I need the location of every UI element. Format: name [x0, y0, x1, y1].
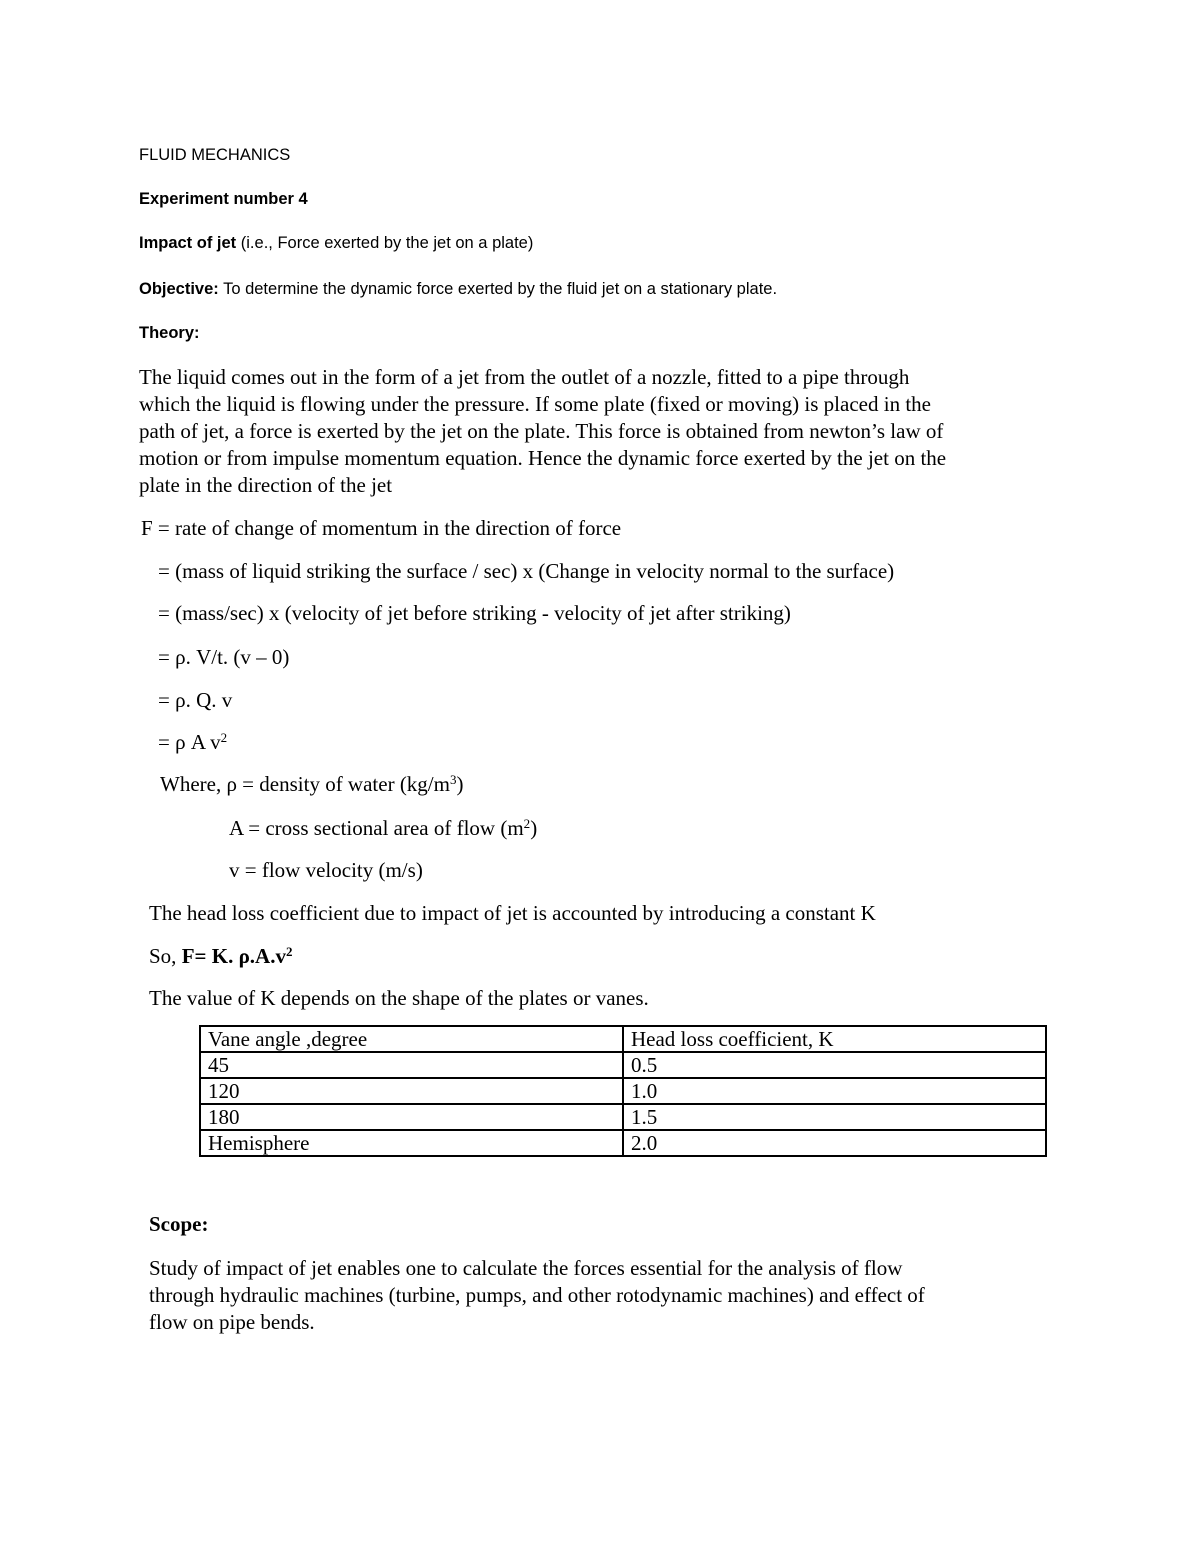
impact-label: Impact of jet	[139, 234, 237, 252]
objective-text: To determine the dynamic force exerted by the fluid jet on a stationary plate.	[218, 280, 778, 298]
table-header-row	[200, 1026, 1046, 1052]
objective	[139, 281, 777, 298]
equation-base: = ρ A v	[158, 730, 221, 754]
objective-label: Objective:	[139, 280, 219, 298]
impact-subtitle: (i.e., Force exerted by the jet on a plate)	[236, 234, 534, 252]
definition-text: A = cross sectional area of flow (m	[229, 816, 524, 840]
definition-close: )	[456, 772, 464, 796]
superscript: 2	[220, 729, 228, 745]
definition-text: Where, ρ = density of water (kg/m	[160, 772, 450, 796]
table-cell: 1.5	[623, 1104, 1046, 1130]
formula-main: F= K. ρ.A.v	[181, 944, 286, 968]
table-cell: 45	[200, 1052, 623, 1078]
theory-line: motion or from impulse momentum equation. Hence the dynamic force exerted by the jet on the	[139, 446, 947, 470]
equation-line: = ρ. Q. v	[158, 688, 233, 712]
theory-line: path of jet, a force is exerted by the jet on the plate. This force is obtained from newton’s law of	[139, 419, 944, 443]
scope-heading-text: Scope:	[149, 1212, 209, 1236]
definition-close: )	[530, 816, 538, 840]
definition-density	[160, 771, 464, 796]
scope-line: through hydraulic machines (turbine, pumps, and other rotodynamic machines) and effect of	[149, 1283, 925, 1307]
scope-heading	[149, 1214, 209, 1235]
formula-bold	[182, 944, 293, 968]
table-cell: 120	[200, 1078, 623, 1104]
theory-line: plate in the direction of the jet	[139, 473, 393, 497]
equation-line	[158, 729, 228, 754]
table-cell: 0.5	[623, 1052, 1046, 1078]
scope-line: flow on pipe bends.	[149, 1310, 315, 1334]
superscript: 2	[523, 815, 531, 831]
formula-prefix: So,	[149, 944, 182, 968]
head-loss-table	[199, 1025, 1047, 1157]
experiment-title	[139, 235, 533, 252]
table-row	[200, 1104, 1046, 1130]
experiment-number	[139, 191, 308, 208]
equation-line: = ρ. V/t. (v – 0)	[158, 645, 290, 669]
theory-line: which the liquid is flowing under the pressure. If some plate (fixed or moving) is placed in the	[139, 392, 931, 416]
table-cell: Hemisphere	[200, 1130, 623, 1156]
definition-velocity: v = flow velocity (m/s)	[229, 858, 423, 882]
superscript: 3	[449, 771, 457, 787]
k-depends-line: The value of K depends on the shape of the plates or vanes.	[149, 986, 649, 1010]
table-row	[200, 1130, 1046, 1156]
equation-line: = (mass of liquid striking the surface / sec) x (Change in velocity normal to the surface)	[158, 559, 895, 583]
equation-line: = (mass/sec) x (velocity of jet before striking - velocity of jet after striking)	[158, 601, 791, 625]
theory-heading	[139, 325, 200, 342]
table-header-cell: Head loss coefficient, K	[623, 1026, 1046, 1052]
table-header-cell: Vane angle ,degree	[200, 1026, 623, 1052]
theory-heading-text: Theory:	[139, 324, 200, 342]
table-cell: 1.0	[623, 1078, 1046, 1104]
table-row	[200, 1052, 1046, 1078]
table-cell: 2.0	[623, 1130, 1046, 1156]
experiment-number-text: Experiment number 4	[139, 190, 308, 208]
head-loss-line: The head loss coefficient due to impact of jet is accounted by introducing a constant K	[149, 901, 876, 925]
equation-line: F = rate of change of momentum in the direction of force	[141, 516, 622, 540]
theory-line: The liquid comes out in the form of a jet from the outlet of a nozzle, fitted to a pipe through	[139, 365, 910, 389]
table-cell: 180	[200, 1104, 623, 1130]
scope-line: Study of impact of jet enables one to calculate the forces essential for the analysis of flow	[149, 1256, 903, 1280]
course-title: FLUID MECHANICS	[139, 146, 291, 164]
formula-line	[149, 943, 293, 968]
superscript: 2	[285, 943, 293, 959]
table-row	[200, 1078, 1046, 1104]
definition-area	[229, 815, 538, 840]
